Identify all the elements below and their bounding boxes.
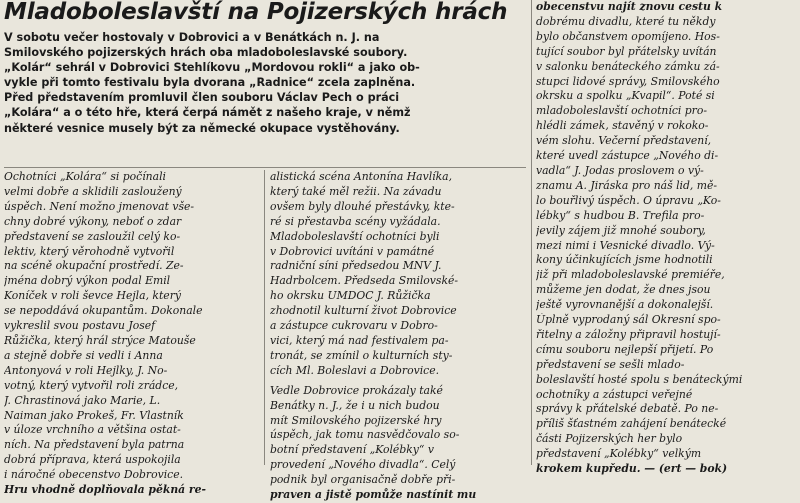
column-divider <box>531 0 532 465</box>
text-line: podnik byl organisačně dobře při- <box>270 473 456 487</box>
text-line: lo bouřlivý úspěch. O úpravu „Ko- <box>536 193 721 207</box>
text-line: Antonyová v roli Hejlky, J. No- <box>4 363 168 377</box>
text-line: v úloze vrchního a většina ostat- <box>4 423 181 437</box>
text-line: okrsku a spolku „Kvapil“. Poté si <box>536 89 715 103</box>
text-line: vadla“ J. Jodas proslovem o vý- <box>536 163 704 177</box>
text-line: mladoboleslavští ochotníci pro- <box>536 104 707 118</box>
text-line: velmi dobře a sklidili zasloužený <box>4 184 182 198</box>
text-line: vici, který má nad festivalem pa- <box>270 333 449 347</box>
text-line: Hadrbolcem. Předseda Smilovské- <box>270 274 459 288</box>
text-line: můžeme jen dodat, že dnes jsou <box>536 283 711 297</box>
text-line: který také měl režii. Na závadu <box>270 184 442 198</box>
text-line: Koníček v roli ševce Hejla, který <box>4 289 181 303</box>
text-line: dobrá příprava, která uspokojila <box>4 453 181 467</box>
text-line: radniční síni předsedou MNV J. <box>270 259 442 273</box>
text-line: zhodnotil kulturní život Dobrovice <box>270 304 457 318</box>
text-line: na scéně okupační prostředí. Ze- <box>4 259 184 273</box>
text-line: ovšem byly dlouhé přestávky, kte- <box>270 199 455 213</box>
text-line: boleslavští hosté spolu s benáteckými <box>536 372 743 386</box>
text-line: provedení „Nového divadla“. Celý <box>270 458 456 472</box>
article-lead <box>4 30 526 136</box>
text-line: lektiv, který věrohodně vytvořil <box>4 244 175 258</box>
lead-line: Před představením promluvil člen souboru Václav Pech o práci <box>4 91 400 105</box>
text-line: bylo občanstvem opomíjeno. Hos- <box>536 29 720 43</box>
lead-line: V sobotu večer hostovaly v Dobrovici a v Benátkách n. J. na <box>4 31 380 44</box>
text-line: lébky“ s hudbou B. Trefila pro- <box>536 208 705 222</box>
text-line: Ochotníci „Kolára“ si počínali <box>4 170 166 183</box>
text-line: řitelny a záložny připravil hostují- <box>536 327 721 341</box>
lead-line: Smilovského pojizerských hrách oba mladoboleslavské soubory. <box>4 46 408 60</box>
text-line: chny dobré výkony, neboť o zdar <box>4 214 182 228</box>
text-line: příliš šťastném zahájení benátecké <box>536 417 727 431</box>
text-line: alistická scéna Antonína Havlíka, <box>270 170 453 183</box>
text-line: ních. Na představení byla patrna <box>4 438 185 452</box>
text-line: úspěch, jak tomu nasvědčovalo so- <box>270 428 460 442</box>
column-1 <box>4 170 260 498</box>
text-line: címu souboru nejlepší přijetí. Po <box>536 342 714 356</box>
text-line: Hru vhodně doplňovala pěkná re- <box>4 483 206 497</box>
text-line: ještě vyrovnanější a dokonalejší. <box>536 298 714 312</box>
text-line: úspěch. Není možno jmenovat vše- <box>4 199 195 213</box>
text-line: Benátky n. J., že i u nich budou <box>270 398 440 412</box>
text-line: představení se sešli mlado- <box>536 357 685 371</box>
text-line: dobrému divadlu, které tu někdy <box>536 14 716 28</box>
column-3 <box>536 0 798 477</box>
lead-line: „Kolára“ a o této hře, která čerpá námět z našeho kraje, v němž <box>4 106 411 120</box>
text-line: Mladoboleslavští ochotníci byli <box>270 229 440 243</box>
text-line: i náročné obecenstvo Dobrovice. <box>4 468 184 482</box>
text-line: a zástupce cukrovaru v Dobro- <box>270 319 438 333</box>
text-line: ochotníky a zástupci veřejné <box>536 387 693 401</box>
lead-divider <box>4 167 526 168</box>
text-line: stupci lidové správy, Smilovského <box>536 74 720 88</box>
text-line: které uvedl zástupce „Nového di- <box>536 149 719 163</box>
text-line: obecenstvu najít znovu cestu k <box>536 0 723 13</box>
text-line: kony účinkujících jsme hodnotili <box>536 253 713 267</box>
column-2 <box>270 170 526 503</box>
text-line: tronát, se zmínil o kulturních sty- <box>270 348 453 362</box>
text-line: správy k přátelské debatě. Po ne- <box>536 402 719 416</box>
text-line: znamu A. Jiráska pro náš lid, mě- <box>536 178 718 192</box>
text-line: Úplně vyprodaný sál Okresní spo- <box>536 313 721 327</box>
text-line: ré si přestavba scény vyžádala. <box>270 214 441 228</box>
text-line: vykreslil svou postavu Josef <box>4 319 156 333</box>
text-line: jména dobrý výkon podal Emil <box>4 274 171 288</box>
text-line: se nepoddává okupantům. Dokonale <box>4 304 203 318</box>
column-divider <box>264 170 265 465</box>
text-line: a stejně dobře si vedli i Anna <box>4 348 163 362</box>
text-line: již při mladoboleslavské premiéře, <box>536 268 725 282</box>
text-line: botní představení „Kolébky“ v <box>270 443 434 457</box>
text-line: cích Ml. Boleslavi a Dobrovice. <box>270 363 440 377</box>
text-line: ho okrsku UMDOC J. Růžička <box>270 289 431 303</box>
text-line: votný, který vytvořil roli zrádce, <box>4 378 179 392</box>
text-line: v salonku benáteckého zámku zá- <box>536 59 720 73</box>
text-line: mezi nimi i Vesnické divadlo. Vý- <box>536 238 715 252</box>
text-line: v Dobrovici uvítáni v památné <box>270 244 435 258</box>
text-line: Vedle Dobrovice prokázaly také <box>270 383 443 397</box>
text-line: hlédli zámek, stavěný v rokoko- <box>536 119 709 133</box>
text-line: krokem kupředu. — (ert — bok) <box>536 462 728 476</box>
text-line: Naiman jako Prokeš, Fr. Vlastník <box>4 408 184 422</box>
text-line: jevily zájem již mnohé soubory, <box>536 223 706 237</box>
text-line: představení „Kolébky“ velkým <box>536 447 702 461</box>
lead-line: „Kolár“ sehrál v Dobrovici Stehlíkovu „Mordovou rokli“ a jako ob- <box>4 61 420 75</box>
article-headline: Mladoboleslavští na Pojizerských hrách <box>4 0 508 25</box>
text-line: vém slohu. Večerní představení, <box>536 134 712 148</box>
lead-line: některé vesnice musely být za německé okupace vystěhovány. <box>4 121 400 135</box>
lead-line: vykle při tomto festivalu byla dvorana „Radnice“ zcela zaplněna. <box>4 76 416 90</box>
text-line: J. Chrastinová jako Marie, L. <box>4 393 161 407</box>
text-line: tující soubor byl přátelsky uvítán <box>536 44 717 58</box>
text-line: části Pojizerských her bylo <box>536 432 683 446</box>
text-line: představení se zasloužil celý ko- <box>4 229 181 243</box>
text-line: praven a jistě pomůže nastínit mu <box>270 488 477 502</box>
text-line: Růžička, který hrál strýce Matouše <box>4 333 196 347</box>
text-line: mít Smilovského pojizerské hry <box>270 413 442 427</box>
